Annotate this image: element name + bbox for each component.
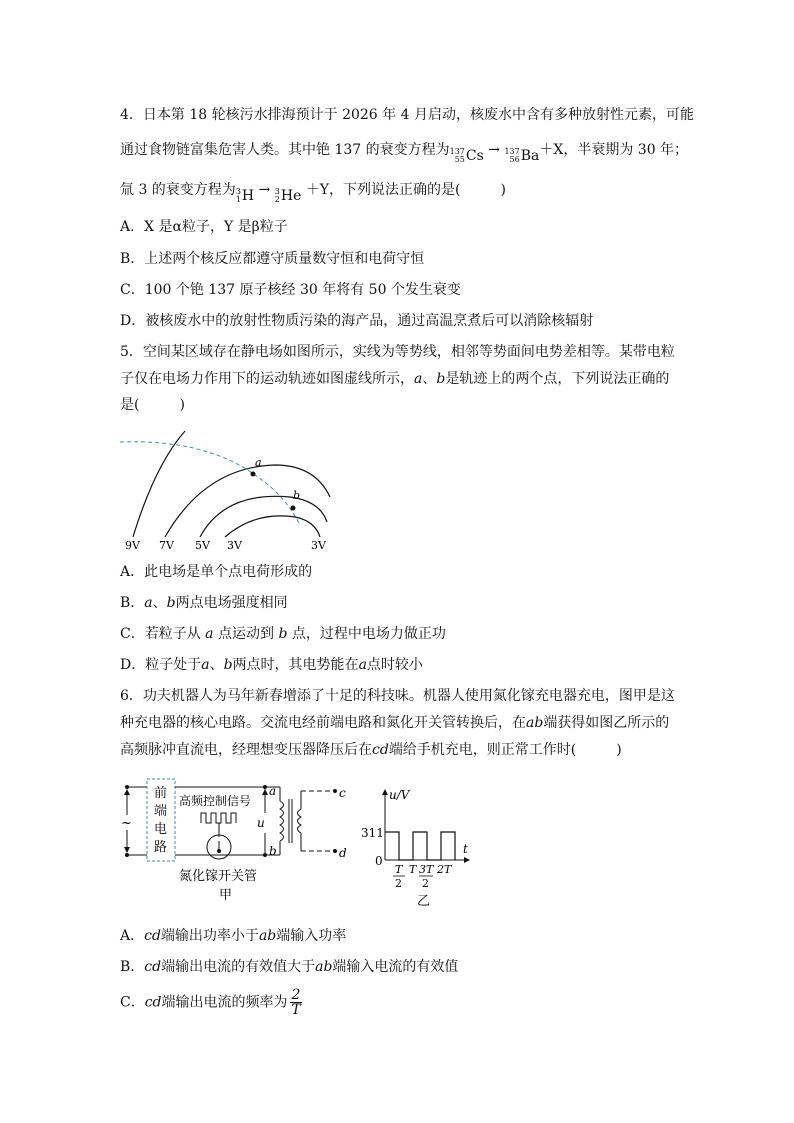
q6-line2-a: 种充电器的核心电路。交流电经前端电路和氮化开关管转换后，在	[120, 715, 526, 731]
tick-3T-over-2-den: 2	[422, 877, 429, 890]
q5-optb-sep: 、	[152, 595, 167, 611]
q4-line3-suffix: ＋Y，下列说法正确的是(	[305, 182, 461, 198]
point-a	[251, 472, 256, 477]
equipotential-3v	[225, 516, 320, 537]
q6-line2-b: 端获得如图乙所示的	[543, 715, 670, 731]
ac-tilde: ~	[121, 816, 132, 831]
h-symbol: H	[241, 188, 255, 204]
terminal-d: d	[339, 846, 347, 860]
equipotential-5v	[200, 496, 327, 537]
q5-option-c	[120, 625, 446, 643]
q6-opta-cd: cd	[144, 928, 161, 944]
q6-optb-cd: cd	[144, 959, 162, 975]
q5-optc-a: a	[205, 626, 214, 642]
ba-nuclide	[504, 147, 539, 165]
h-z: 1	[235, 195, 241, 204]
frac-den: T	[291, 1002, 301, 1018]
q4-line1: 4．日本第 18 轮核污水排海预计于 2026 年 4 月启动，核废水中含有多种放射性元素，可能	[120, 107, 694, 123]
q6-opta-ab: ab	[258, 928, 277, 944]
q5-close-paren: )	[179, 397, 185, 413]
q5-optb-b: b	[166, 595, 176, 611]
point-b-ref: b	[436, 371, 446, 387]
fraction-2-over-T	[290, 988, 303, 1017]
he-symbol: He	[280, 188, 302, 204]
switch-label: 氮化镓开关管	[179, 869, 258, 884]
q6-line3-b: 端给手机充电，则正常工作时(	[388, 742, 577, 758]
q6-optb-label: B．	[120, 959, 145, 975]
caption-jia: 甲	[219, 888, 233, 903]
q4-close-paren: )	[500, 182, 506, 198]
label-3v-left: 3V	[227, 539, 242, 552]
q6-option-b	[120, 958, 458, 976]
q5-optd-a: a	[201, 657, 210, 673]
q6-optb-rest: 端输入电流的有效值	[332, 959, 459, 975]
q5-optb-rest: 两点电场强度相同	[175, 595, 288, 611]
origin-0: 0	[375, 854, 383, 868]
q5-optd-b: b	[223, 657, 233, 673]
q6-optc-label: C．	[120, 994, 145, 1011]
q5-optd-label: D．粒子处于	[120, 657, 202, 673]
arrow: →	[488, 142, 500, 158]
point-a-label: a	[255, 456, 262, 469]
q6-opta-label: A．	[120, 928, 145, 944]
h-mass: 3	[235, 187, 241, 196]
q6-line3-cd: cd	[372, 742, 389, 758]
q5-optc-rest: 点，过程中电场力做正功	[291, 626, 446, 642]
q5-option-a: A．此电场是单个点电荷形成的	[120, 564, 313, 580]
cs-mass: 137	[449, 147, 465, 156]
ba-mass: 137	[504, 147, 520, 156]
label-5v: 5V	[195, 539, 210, 552]
point-b	[291, 506, 296, 511]
value-311: 311	[361, 826, 384, 840]
equipotential-9v	[133, 431, 185, 537]
circuit-figure-jia	[115, 775, 355, 910]
q5-optd-a2: a	[358, 657, 367, 673]
primary-coil	[280, 801, 284, 841]
q5-option-b	[120, 594, 288, 612]
pulse-symbol	[201, 813, 236, 823]
q6-line2	[120, 714, 669, 732]
q6-optc-mid: 端输出电流的频率为	[161, 994, 288, 1011]
t-axis-label: t	[463, 842, 468, 856]
q6-opta-mid: 端输出功率小于	[160, 928, 259, 944]
q6-optb-ab: ab	[315, 959, 333, 975]
he-mass: 3	[274, 187, 280, 196]
ba-z: 56	[509, 155, 520, 164]
q6-optc-cd: cd	[144, 994, 162, 1011]
q4-line2	[120, 141, 688, 165]
q5-optc-b: b	[278, 626, 288, 642]
q6-option-c	[120, 988, 302, 1017]
trajectory-dashed	[120, 442, 300, 525]
terminal-c: c	[339, 786, 346, 800]
point-a-ref: a	[414, 371, 423, 387]
q4-option-c: C．100 个铯 137 原子核经 30 年将有 50 个发生衰变	[120, 282, 461, 298]
q5-optd-mid: 两点时，其电势能在	[232, 657, 359, 673]
tick-T-over-2-den: 2	[395, 877, 402, 890]
he-z: 2	[274, 195, 280, 204]
tick-2T: 2T	[437, 863, 452, 876]
front-char-4: 路	[154, 840, 168, 855]
q5-line1: 5．空间某区域存在静电场如图所示，实线为等势线，相邻等势面间电势差相等。某带电粒	[120, 344, 675, 360]
label-3v-right: 3V	[311, 539, 326, 552]
q4-line2-prefix: 通过食物链富集危害人类。其中铯 137 的衰变方程为	[120, 142, 450, 158]
q5-optb-label: B．	[120, 595, 145, 611]
q5-optb-a: a	[144, 595, 153, 611]
front-char-2: 端	[154, 804, 168, 819]
q6-close-paren: )	[616, 742, 622, 758]
tick-T: T	[409, 863, 417, 876]
q6-option-a	[120, 927, 346, 945]
label-9v: 9V	[125, 539, 140, 552]
label-7v: 7V	[159, 539, 174, 552]
q5-optd-rest: 点时较小	[366, 657, 423, 673]
tick-3T-over-2-num: 3T	[419, 863, 434, 876]
q6-line3-a: 高频脉冲直流电，经理想变压器降压后在	[120, 742, 372, 758]
q4-option-d: D．被核废水中的放射性物质污染的海产品，通过高温烹煮后可以消除核辐射	[120, 313, 594, 329]
tick-T-over-2-num: T	[395, 863, 403, 876]
terminal-a: a	[269, 784, 277, 798]
equipotential-figure	[115, 425, 340, 555]
ba-symbol: Ba	[520, 148, 540, 164]
sep: 、	[422, 371, 437, 387]
q4-line2-suffix: ＋X，半衰期为 30 年；	[539, 142, 689, 158]
waveform-figure-yi	[355, 785, 480, 910]
q6-line1: 6．功夫机器人为马年新春增添了十足的科技味。机器人使用氮化镓充电器充电，图甲是这	[120, 688, 675, 704]
q5-optc-label: C．若粒子从	[120, 626, 201, 642]
y-axis-label: u/V	[389, 788, 410, 802]
voltage-u: u	[257, 816, 265, 830]
arrow-2: →	[258, 182, 271, 198]
terminal-b: b	[269, 844, 277, 858]
q5-optd-sep: 、	[209, 657, 224, 673]
q6-line3	[120, 741, 622, 759]
q6-opta-rest: 端输入功率	[276, 928, 347, 944]
q5-line2	[120, 370, 669, 388]
cs-nuclide	[450, 147, 484, 165]
signal-label: 高频控制信号	[179, 794, 252, 808]
q4-option-a: A．X 是α粒子，Y 是β粒子	[120, 219, 288, 235]
he-nuclide	[275, 187, 302, 205]
cs-symbol: Cs	[465, 148, 484, 164]
secondary-coil	[298, 809, 302, 833]
cs-z: 55	[454, 155, 465, 164]
q5-option-d	[120, 656, 423, 674]
point-b-label: b	[293, 489, 301, 502]
q6-line2-ab: ab	[526, 715, 544, 731]
front-char-3: 电	[154, 822, 168, 837]
q4-line3	[120, 181, 506, 205]
pulse-wave	[385, 832, 455, 860]
q5-line3	[120, 396, 185, 414]
q4-line3-prefix: 氚 3 的衰变方程为	[120, 182, 236, 198]
q5-optc-mid: 点运动到	[217, 626, 274, 642]
h-nuclide	[236, 187, 254, 205]
front-char-1: 前	[154, 786, 168, 801]
q5-line2-b: 是轨迹上的两个点，下列说法正确的	[445, 371, 670, 387]
q5-line3-text: 是(	[120, 397, 140, 413]
caption-yi: 乙	[417, 894, 431, 909]
frac-num: 2	[291, 987, 301, 1003]
q6-optb-mid: 端输出电流的有效值大于	[161, 959, 316, 975]
q4-option-b: B．上述两个核反应都遵守质量数守恒和电荷守恒	[120, 251, 425, 267]
q5-line2-a: 子仅在电场力作用下的运动轨迹如图虚线所示，	[120, 371, 414, 387]
